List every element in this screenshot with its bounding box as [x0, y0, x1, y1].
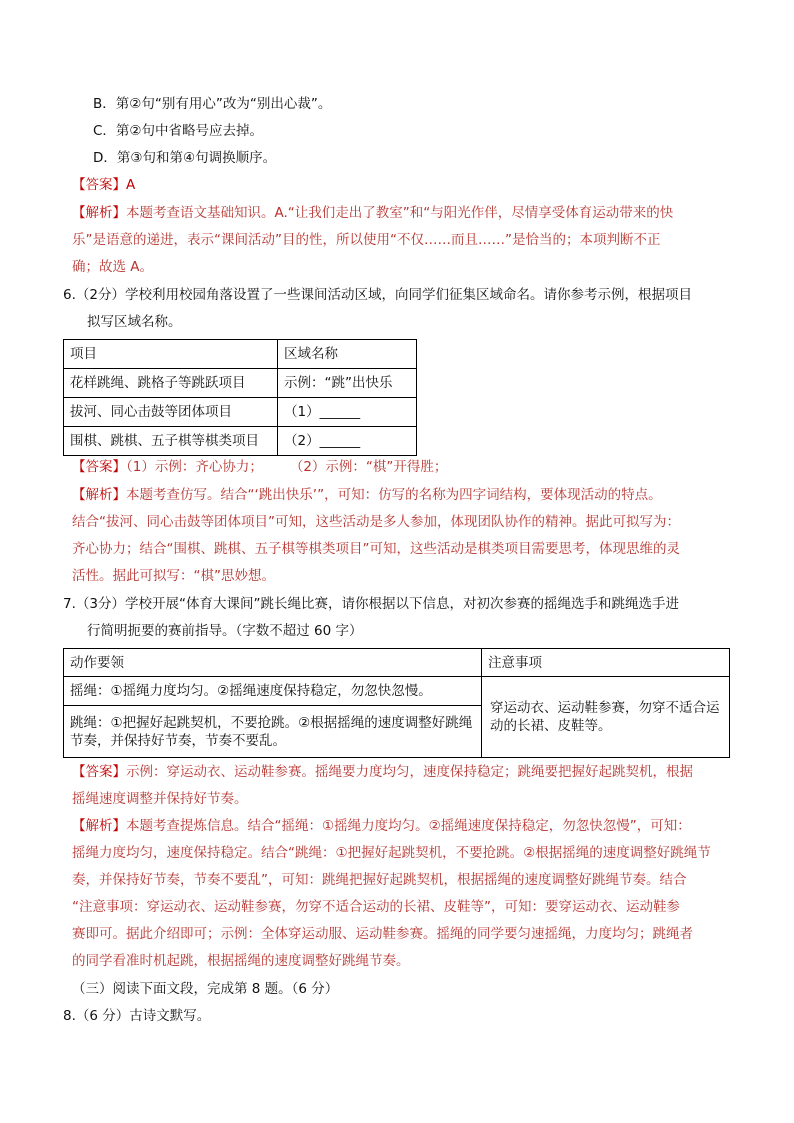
q7-analysis-line-2	[72, 843, 711, 863]
analysis-text: 本题考查仿写。结合“‘跳出快乐’”，可知：仿写的名称为四字词结构，要体现活动的特点。	[126, 487, 662, 503]
section-heading: （三）阅读下面文段，完成第 8 题。（6 分）	[72, 981, 339, 997]
analysis-text: 摇绳力度均匀，速度保持稳定。结合“跳绳：	[72, 845, 336, 861]
analysis-text: 本题考查语文基础知识。A.“让我们走出了教室”和“与阳光作伴，尽情享受体育运动带来的快	[126, 205, 674, 221]
q6-analysis-line-1	[72, 485, 662, 505]
q5-analysis-line-3: 确；故选 A。	[72, 259, 154, 275]
table-header: 项目	[64, 340, 278, 369]
notes-line: 穿运动衣、运动鞋参赛，勿穿不适合运	[490, 700, 720, 716]
q8-stem: 8.（6 分）古诗文默写。	[63, 1008, 211, 1024]
table-row	[64, 398, 417, 427]
table-cell	[64, 706, 482, 758]
q6-answer	[72, 457, 447, 477]
cell-line: 节奏，并保持好节奏，节奏不要乱。	[70, 732, 286, 749]
table-header-row	[64, 340, 417, 369]
analysis-quote: ①把握好起跳契机，不要抢跳。②根据摇绳的速度调整好跳绳节	[335, 845, 711, 861]
q7-analysis-line-4: “注意事项：穿运动衣、运动鞋参赛，勿穿不适合运动的长裙、皮鞋等”，可知：要穿运动衣、运动鞋参	[72, 899, 680, 915]
answer-label: 【答案】	[72, 764, 126, 780]
table-header: 区域名称	[278, 340, 417, 369]
q5-analysis-line-2: 乐”是语意的递进，表示“课间活动”目的性，所以使用“不仅……而且……”是恰当的；本项判断不正	[72, 232, 661, 248]
q6-stem-line-2: 拟写区域名称。	[87, 314, 182, 330]
q6-analysis-line-2: 结合“拔河、同心击鼓等团体项目”可知，这些活动是多人参加，体现团队协作的精神。据此可拟写为：	[72, 514, 680, 530]
q5-answer	[72, 175, 135, 195]
q7-answer-line-2: 摇绳速度调整并保持好节奏。	[72, 791, 248, 807]
answer-label: 【答案】	[72, 177, 126, 193]
table-header: 动作要领	[64, 649, 482, 677]
answer-value: A	[126, 177, 136, 193]
answer-text: （1）示例：齐心协力； （2）示例：“棋”开得胜；	[126, 459, 448, 475]
table-cell: 拔河、同心击鼓等团体项目	[64, 398, 278, 427]
q6-analysis-line-4: 活性。据此可拟写：“棋”思妙想。	[72, 568, 275, 584]
q7-analysis-line-5: 赛即可。据此介绍即可；示例：全体穿运动服、运动鞋参赛。摇绳的同学要匀速摇绳，力度均匀；跳绳者	[72, 926, 693, 942]
notes-line: 动的长裙、皮鞋等。	[490, 718, 612, 734]
answer-text: 示例：穿运动衣、运动鞋参赛。摇绳要力度均匀，速度保持稳定；跳绳要把握好起跳契机，根据	[126, 764, 693, 780]
table-row	[64, 369, 417, 398]
q7-answer-line-1	[72, 762, 693, 782]
q6-analysis-line-3: 齐心协力；结合“围棋、跳棋、五子棋等棋类项目”可知，这些活动是棋类项目需要思考，体现思维的灵	[72, 541, 680, 557]
table-header: 注意事项	[482, 649, 730, 677]
analysis-label: 【解析】	[72, 205, 126, 221]
table-cell: （2）______	[278, 427, 417, 456]
q6-stem-line-1: 6.（2分）学校利用校园角落设置了一些课间活动区域，向同学们征集区域命名。请你参考示例，根据项目	[63, 287, 692, 303]
q7-stem-line-2: 行简明扼要的赛前指导。（字数不超过 60 字）	[87, 623, 363, 639]
table-header-row	[64, 649, 730, 677]
table-cell: 摇绳：①摇绳力度均匀。②摇绳速度保持稳定，勿忽快忽慢。	[64, 677, 482, 706]
analysis-label: 【解析】	[72, 487, 126, 503]
table-cell: 花样跳绳、跳格子等跳跃项目	[64, 369, 278, 398]
q7-analysis-line-6: 的同学看准时机起跳，根据摇绳的速度调整好跳绳节奏。	[72, 953, 410, 969]
table-cell: 围棋、跳棋、五子棋等棋类项目	[64, 427, 278, 456]
option-b: B．第②句“别有用心”改为“别出心裁”。	[93, 96, 332, 112]
analysis-label: 【解析】	[72, 818, 126, 834]
analysis-quote: 奏，并保持好节奏，节奏不要乱”	[72, 872, 268, 888]
analysis-text: 本题考查提炼信息。结合“摇绳：①摇绳力度均匀。②摇绳速度保持稳定，勿忽快忽慢”，可知：	[126, 818, 691, 834]
option-d: D．第③句和第④句调换顺序。	[93, 150, 277, 166]
option-c: C．第②句中省略号应去掉。	[93, 123, 264, 139]
q7-analysis-line-1	[72, 816, 691, 836]
answer-label: 【答案】	[72, 459, 126, 475]
table-cell: 示例：“跳”出快乐	[278, 369, 417, 398]
table-row	[64, 677, 730, 706]
analysis-text: ，可知：跳绳把握好起跳契机，根据摇绳的速度调整好跳绳节奏。结合	[268, 872, 687, 888]
q7-analysis-line-3	[72, 870, 687, 890]
table-cell-notes	[482, 677, 730, 758]
q6-table	[63, 339, 417, 456]
cell-line: 跳绳：①把握好起跳契机，不要抢跳。②根据摇绳的速度调整好跳绳	[70, 714, 473, 731]
q7-table	[63, 648, 730, 758]
q5-analysis-line-1	[72, 203, 673, 223]
table-cell: （1）______	[278, 398, 417, 427]
table-row	[64, 427, 417, 456]
q7-stem-line-1: 7.（3分）学校开展“体育大课间”跳长绳比赛，请你根据以下信息，对初次参赛的摇绳选手和跳绳选手进	[63, 596, 679, 612]
